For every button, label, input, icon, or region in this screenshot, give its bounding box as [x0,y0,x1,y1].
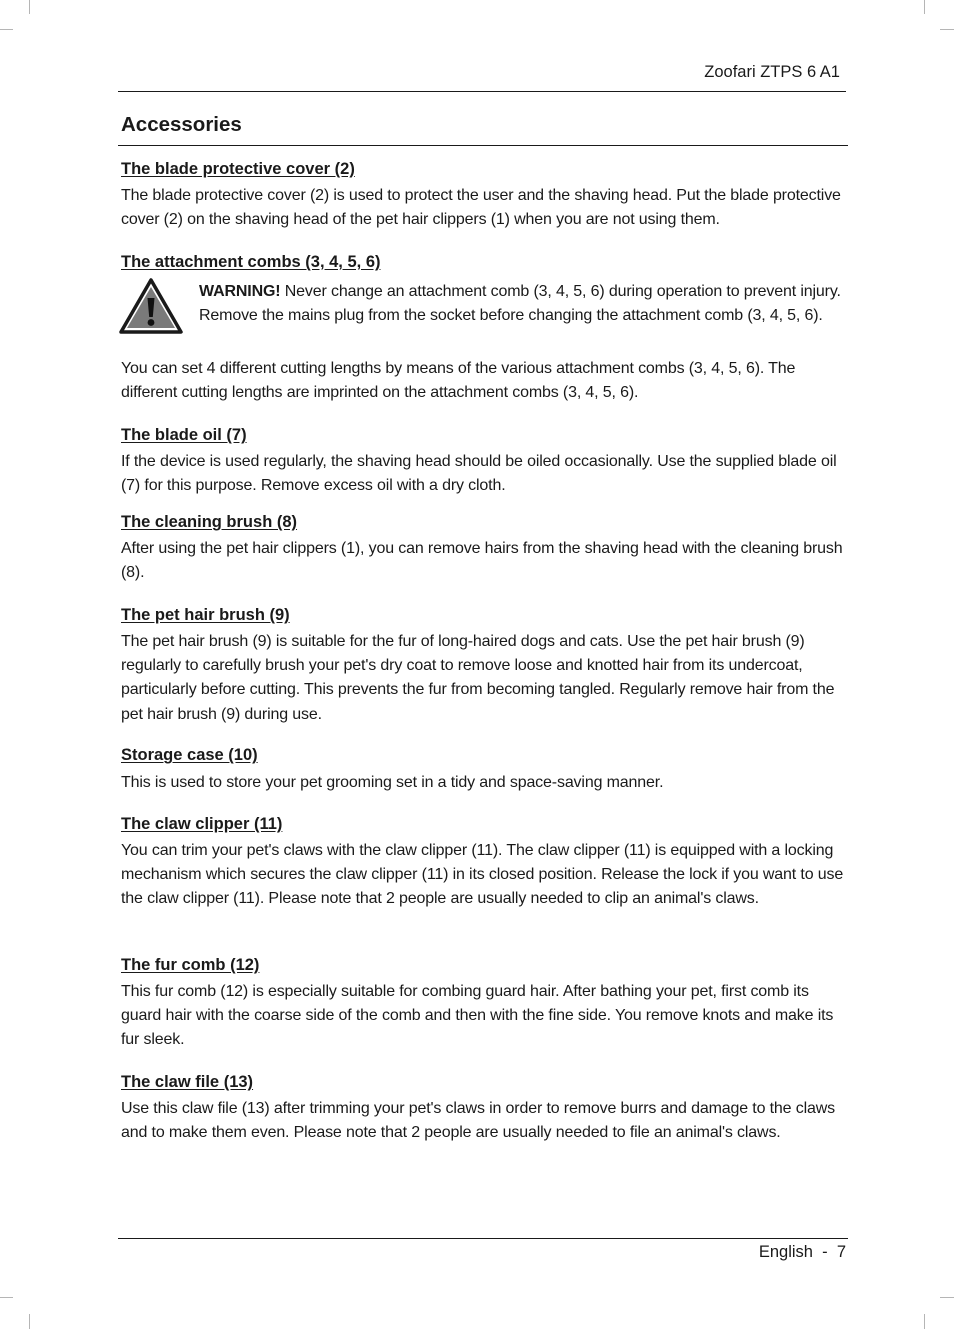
text-fur-comb: This fur comb (12) is especially suitable for combing guard hair. After bathing your pet, first comb its guard hair with the coarse side of the comb and then with the fine side. You remove knots and make its fur sleek. [121,983,834,1049]
crop-mark [924,1314,925,1329]
heading-pet-hair-brush: The pet hair brush (9) [121,606,290,624]
crop-mark [940,29,954,30]
header-rule [118,91,846,92]
text-blade-oil: If the device is used regularly, the shaving head should be oiled occasionally. Use the supplied blade oil (7) for this purpose. Remove excess oil with a dry cloth. [121,453,837,495]
crop-mark [0,1297,13,1298]
footer-separator: - [822,1243,828,1261]
header-product-name: Zoofari ZTPS 6 A1 [704,63,840,81]
page-number: 7 [836,1243,846,1261]
crop-mark [29,1314,30,1329]
heading-claw-file: The claw file (13) [121,1073,254,1091]
warning-triangle-icon [119,278,183,334]
crop-mark [924,0,925,14]
heading-claw-clipper: The claw clipper (11) [121,815,283,833]
warning-text [199,280,849,329]
text-storage-case: This is used to store your pet grooming set in a tidy and space-saving manner. [121,774,664,791]
footer-language: English [758,1243,813,1261]
text-attachment-combs: You can set 4 different cutting lengths by means of the various attachment combs (3, 4, 5, 6). The different cutting lengths are imprinted on the attachment combs (3, 4, 5, 6). [121,360,796,402]
text-claw-file: Use this claw file (13) after trimming your pet's claws in order to remove burrs and damage to the claws and to make them even. Please note that 2 people are usually needed to file an animal's claws. [121,1100,835,1142]
text-pet-hair-brush: The pet hair brush (9) is suitable for the fur of long-haired dogs and cats. Use the pet hair brush (9) regularly to carefully brush your pet's dry coat to remove loose and knotted hair from its undercoat, particularly before cutting. This prevents the fur from becoming tangled. Regularly remove hair from the pet hair brush (9) during use. [121,633,835,723]
warning-label: WARNING! [199,283,281,300]
heading-blade-protective-cover: The blade protective cover (2) [121,160,355,178]
heading-blade-oil: The blade oil (7) [121,426,247,444]
section-title-rule [118,145,848,146]
text-claw-clipper: You can trim your pet's claws with the claw clipper (11). The claw clipper (11) is equipped with a locking mechanism which secures the claw clipper (11) in its closed position. Release the lock if you want to use the claw clipper (11). Please note that 2 people are usually needed to clip an animal's claws. [121,842,844,908]
footer-rule [118,1238,848,1239]
crop-mark [940,1297,954,1298]
heading-storage-case: Storage case (10) [121,746,258,764]
text-cleaning-brush: After using the pet hair clippers (1), you can remove hairs from the shaving head with the cleaning brush (8). [121,540,843,582]
crop-mark [29,0,30,14]
section-title: Accessories [121,113,242,136]
text-blade-protective-cover: The blade protective cover (2) is used to protect the user and the shaving head. Put the blade protective cover (2) on the shaving head of the pet hair clippers (1) when you are not using them. [121,187,841,229]
warning-body: Never change an attachment comb (3, 4, 5, 6) during operation to prevent injury. Remove the mains plug from the socket before changing the attachment comb (3, 4, 5, 6). [199,283,841,325]
heading-attachment-combs: The attachment combs (3, 4, 5, 6) [121,253,381,271]
heading-cleaning-brush: The cleaning brush (8) [121,513,298,531]
crop-mark [0,29,13,30]
footer [759,1243,846,1262]
heading-fur-comb: The fur comb (12) [121,956,260,974]
